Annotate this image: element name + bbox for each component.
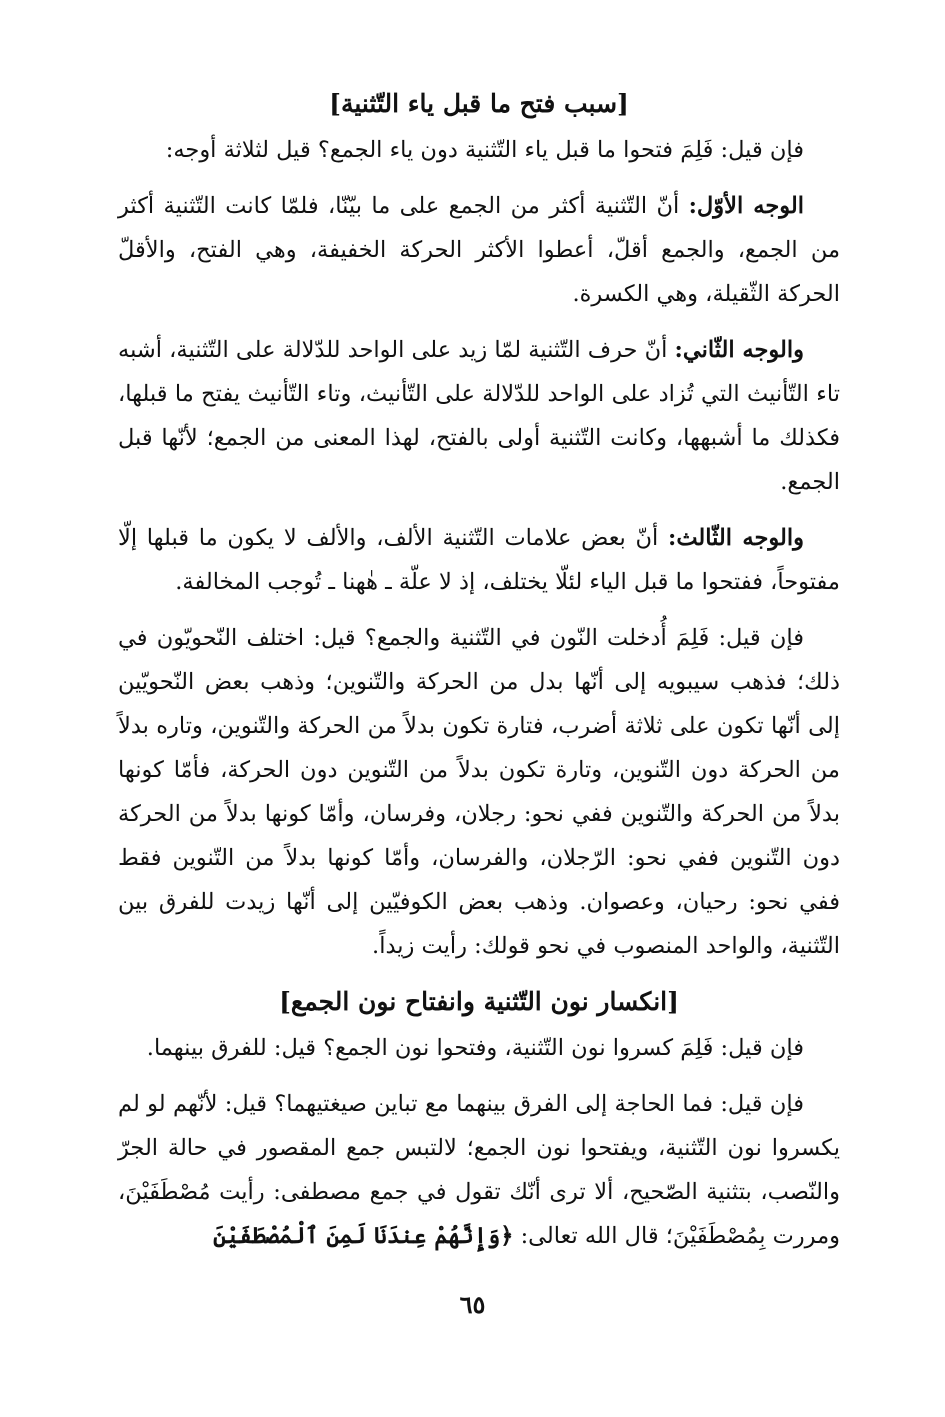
- paragraph-need-for-distinction: [118, 1082, 840, 1258]
- first-reason-text: أنّ التّثنية أكثر من الجمع على ما بيّنّا، فلمّا كانت التّثنية أكثر من الجمع، والجمع أقلّ، أعطوا الأكثر الحركة الخفيفة، وهي الفتح، والأقلّ الحركة الثّقيلة، وهي الكسرة.: [118, 193, 840, 307]
- section-heading-nun-kasra-fatha: [انكسار نون التّثنية وانفتاح نون الجمع]: [279, 987, 679, 1016]
- second-reason-label: والوجه الثّاني:: [674, 337, 804, 363]
- paragraph-why-kasra: فإن قيل: فَلِمَ كسروا نون التّثنية، وفتحوا نون الجمع؟ قيل: للفرق بينهما.: [146, 1035, 804, 1061]
- quran-quote: ﴿وَإِنَّهُمْ عِندَنَا لَمِنَ ٱلْمُصْطَفَيْنَ: [213, 1223, 514, 1249]
- page-body: [118, 82, 840, 1270]
- paragraph-third-reason: [118, 516, 840, 604]
- section-heading-fatha-before-dual-ya: [سبب فتح ما قبل ياء التّثنية]: [329, 89, 629, 118]
- second-reason-text: أنّ حرف التّثنية لمّا زيد على الواحد للدّلالة على التّثنية، أشبه تاء التّأنيث التي تُزاد على الواحد للدّلالة على التّأنيث، وتاء التّأنيث يفتح ما قبلها، فكذلك ما أشبهها، وكانت التّثنية أولى بالفتح، لهذا المعنى من الجمع؛ لأنّها قبل الجمع.: [118, 337, 840, 495]
- paragraph-nun-in-dual-and-plural: فإن قيل: فَلِمَ أُدخلت النّون في التّثنية والجمع؟ قيل: اختلف النّحويّون في ذلك؛ فذهب سيبويه إلى أنّها بدل من الحركة والتّنوين؛ وذهب بعض النّحويّين إلى أنّها تكون على ثلاثة أضرب، فتارة تكون بدلاً من الحركة والتّنوين، وتاره بدلاً من الحركة دون التّنوين، وتارة تكون بدلاً من التّنوين دون الحركة، فأمّا كونها بدلاً من الحركة والتّنوين ففي نحو: رجلان، وفرسان، وأمّا كونها بدلاً من الحركة دون التّنوين ففي نحو: الرّجلان، والفرسان، وأمّا كونها بدلاً من التّنوين فقط ففي نحو: رحيان، وعصوان. وذهب بعض الكوفيّين إلى أنّها زيدت للفرق بين التّثنية، والواحد المنصوب في نحو قولك: رأيت زيداً.: [118, 625, 840, 959]
- paragraph-first-reason: [118, 184, 840, 316]
- paragraph-second-reason: [118, 328, 840, 504]
- third-reason-label: والوجه الثّالث:: [668, 525, 804, 551]
- third-reason-text: أنّ بعض علامات التّثنية الألف، والألف لا يكون ما قبلها إلّا مفتوحاً، ففتحوا ما قبل الياء لئلّا يختلف، إذ لا علّة ـ هٰهنا ـ تُوجب المخالفة.: [118, 525, 840, 595]
- first-reason-label: الوجه الأوّل:: [688, 193, 804, 219]
- distinction-text: فإن قيل: فما الحاجة إلى الفرق بينهما مع تباين صيغتيهما؟ قيل: لأنّهم لو لم يكسروا نون التّثنية، ويفتحوا نون الجمع؛ لالتبس جمع المقصور في حالة الجرّ والنّصب، بتثنية الصّحيح، ألا ترى أنّك تقول في جمع مصطفى: رأيت مُصْطَفَيْنَ، ومررت بِمُصْطَفَيْنَ؛ قال الله تعالى:: [118, 1091, 840, 1249]
- paragraph-question-intro: فإن قيل: فَلِمَ فتحوا ما قبل ياء التّثنية دون ياء الجمع؟ قيل لثلاثة أوجه:: [165, 137, 804, 163]
- page-number: ٦٥: [459, 1290, 486, 1319]
